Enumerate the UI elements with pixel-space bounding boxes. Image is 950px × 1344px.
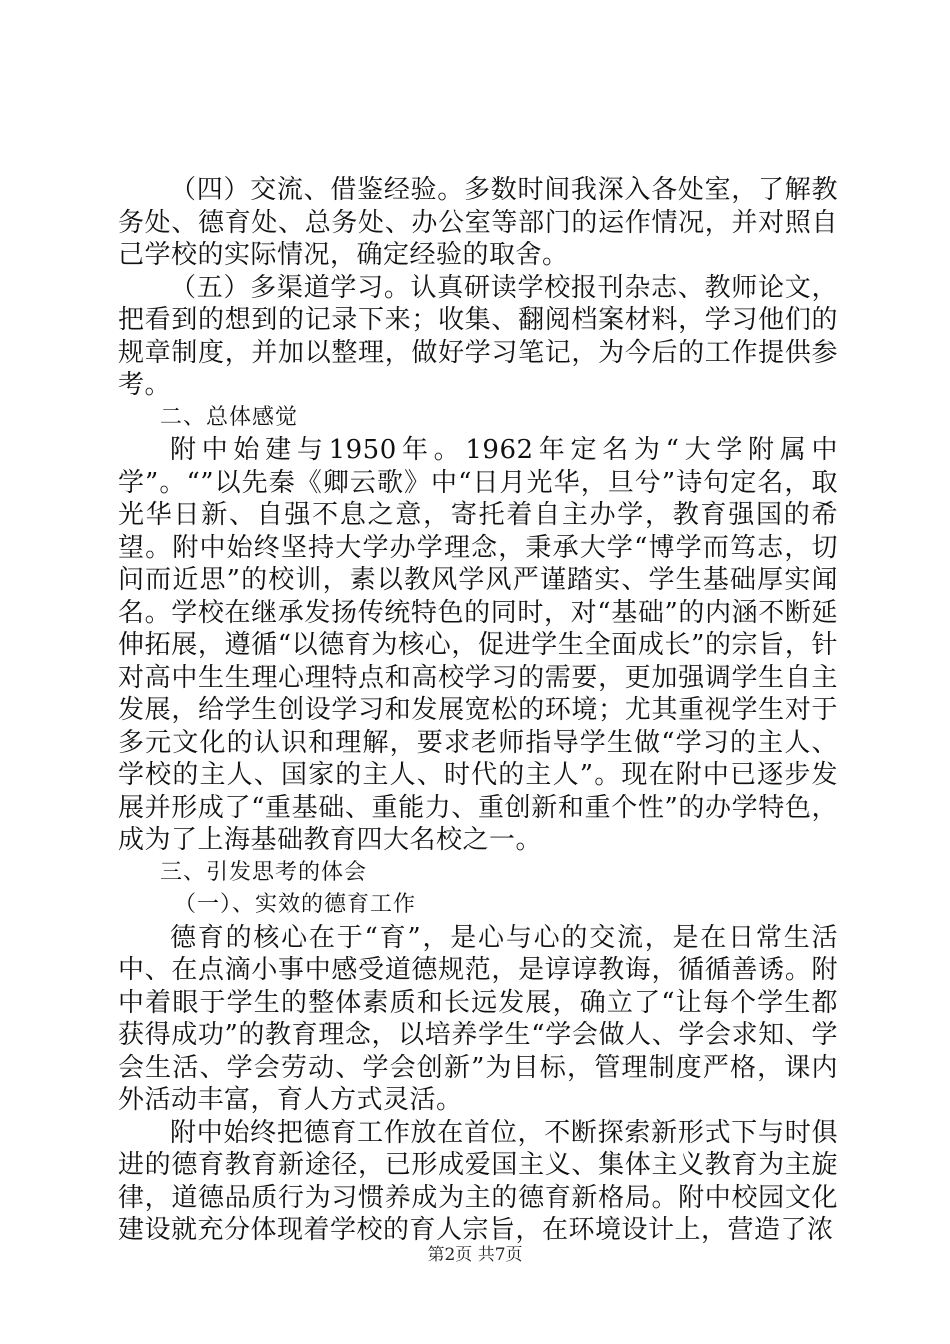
paragraph-moral-education-core: 德育的核心在于“育”，是心与心的交流，是在日常生活中、在点滴小事中感受道德规范，是谆谆教诲，循循善诱。附中着眼于学生的整体素质和长远发展，确立了“让每个学生都获得成功”的教育理念，以培养学生“学会做人、学会求知、学会生活、学会劳动、学会创新”为目标，管理制度严格，课内外活动丰富，育人方式灵活。 [118, 922, 838, 1115]
subsection-heading-moral-education: （一）、实效的德育工作 [174, 892, 417, 917]
section-heading-reflections: 三、引发思考的体会 [160, 859, 368, 885]
section-heading-overall-impression: 二、总体感觉 [160, 404, 299, 430]
paragraph-multichannel-learning: （五）多渠道学习。认真研读学校报刊杂志、教师论文，把看到的想到的记录下来；收集、翻阅档案材料，学习他们的规章制度，并加以整理，做好学习笔记，为今后的工作提供参考。 [118, 272, 838, 400]
page-footer: 第2页 共7页 [427, 1245, 523, 1265]
paragraph-school-history: 附中始建与1950年。1962年定名为“大学附属中学”。“”以先秦《卿云歌》中“日月光华，旦兮”诗句定名，取光华日新、自强不息之意，寄托着自主办学，教育强国的希望。附中始终坚持大学办学理念，秉承大学“博学而笃志，切问而近思”的校训，素以教风学风严谨踏实、学生基础厚实闻名。学校在继承发扬传统特色的同时，对“基础”的内涵不断延伸拓展，遵循“以德育为核心，促进学生全面成长”的宗旨，针对高中生生理心理特点和高校学习的需要，更加强调学生自主发展，给学生创设学习和发展宽松的环境；尤其重视学生对于多元文化的认识和理解，要求老师指导学生做“学习的主人、学校的主人、国家的主人、时代的主人”。现在附中已逐步发展并形成了“重基础、重能力、重创新和重个性”的办学特色，成为了上海基础教育四大名校之一。 [118, 435, 838, 855]
paragraph-exchange-experience: （四）交流、借鉴经验。多数时间我深入各处室，了解教务处、德育处、总务处、办公室等部门的运作情况，并对照自己学校的实际情况，确定经验的取舍。 [118, 175, 838, 270]
document-body [118, 174, 838, 1247]
paragraph-moral-education-priority: 附中始终把德育工作放在首位，不断探索新形式下与时俱进的德育教育新途径，已形成爱国主义、集体主义教育为主旋律，道德品质行为习惯养成为主的德育新格局。附中校园文化建设就充分体现着学校的育人宗旨，在环境设计上，营造了浓 [118, 1117, 838, 1245]
